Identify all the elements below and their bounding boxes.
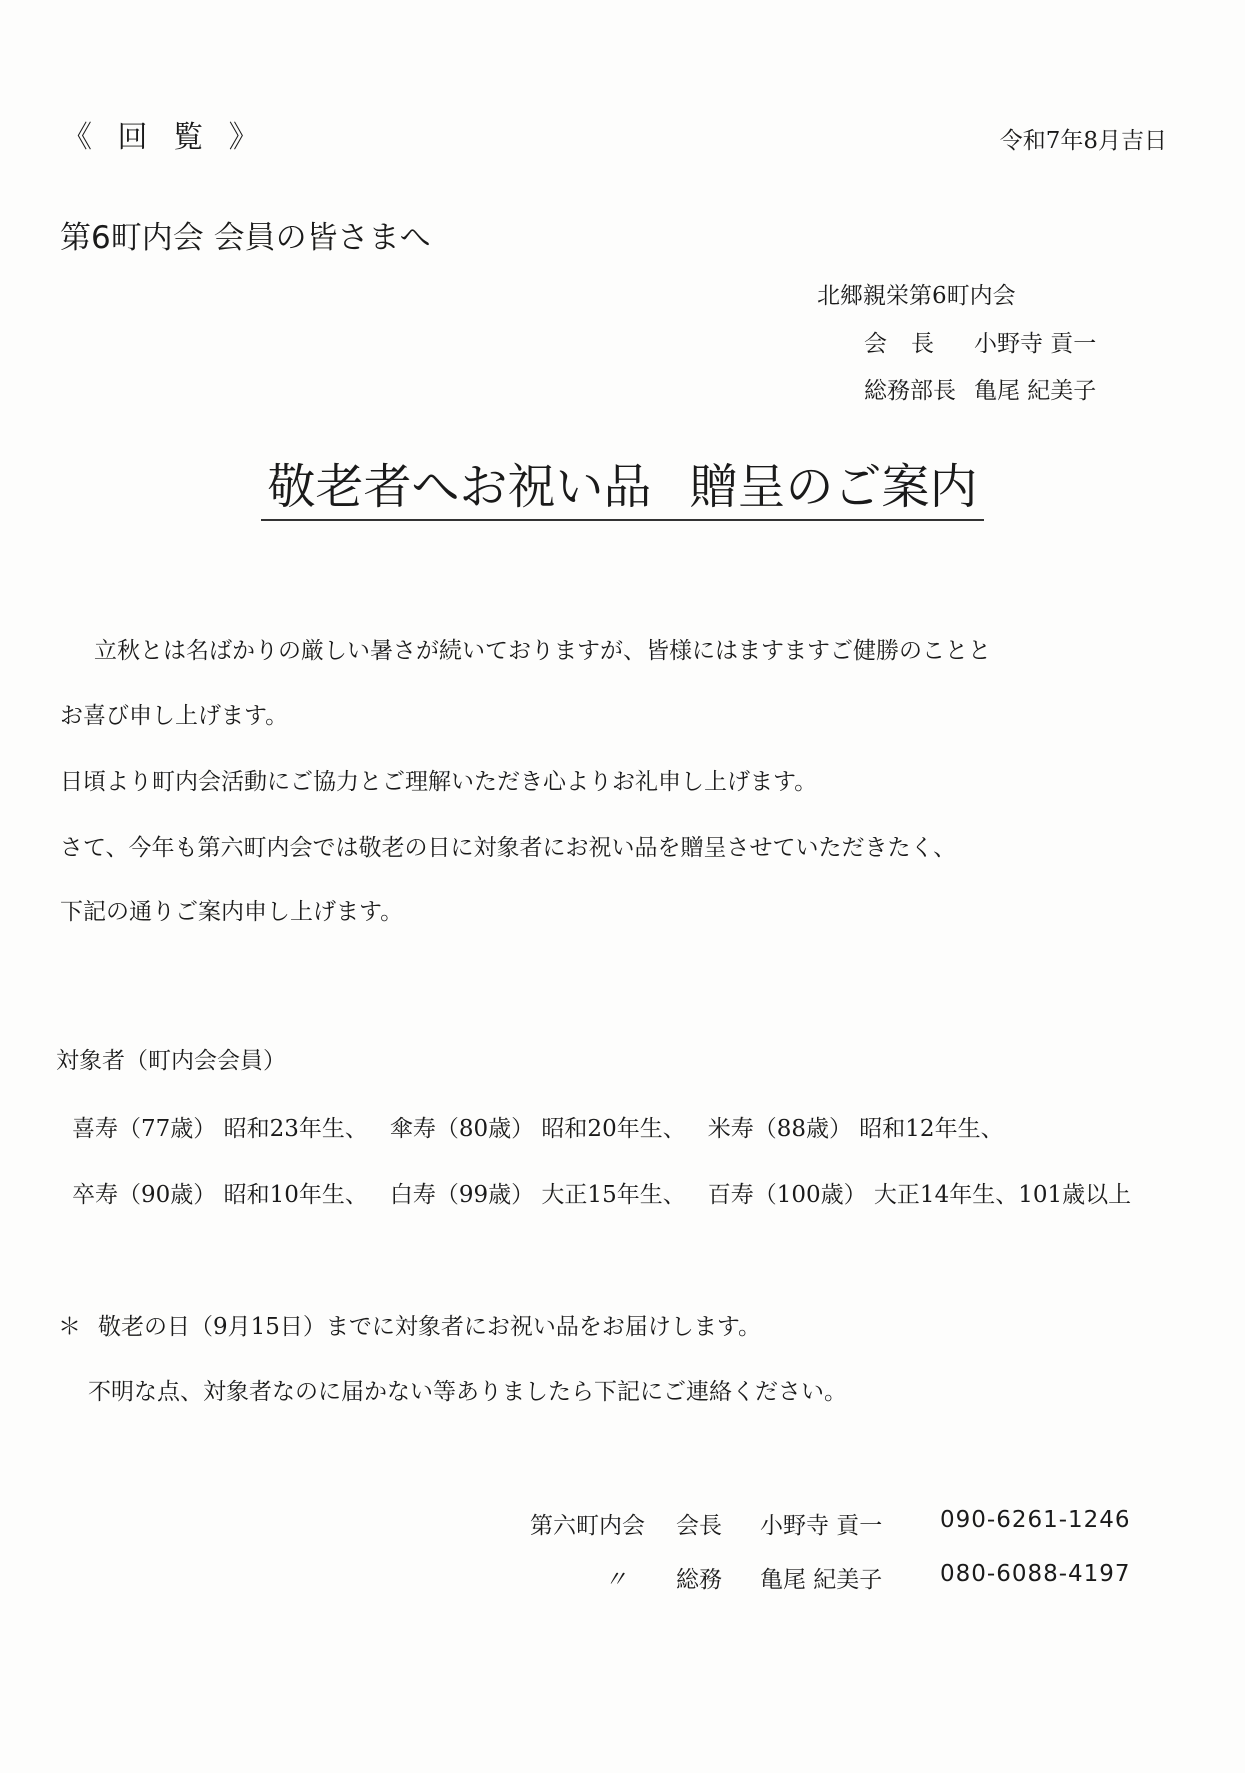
- target-item: 百寿（100歳） 大正14年生、101歳以上: [707, 1182, 1132, 1208]
- targets-heading: 対象者（町内会会員）: [56, 1048, 286, 1074]
- note-delivery-text: 敬老の日（9月15日）までに対象者にお祝い品をお届けします。: [98, 1314, 762, 1340]
- recipient-line: 第6町内会 会員の皆さまへ: [60, 220, 431, 256]
- contact-name: 小野寺 貢一: [760, 1513, 883, 1539]
- signer-name: 亀尾 紀美子: [974, 378, 1097, 404]
- contact-org: 第六町内会: [530, 1513, 645, 1539]
- contact-phone: 080-6088-4197: [940, 1561, 1131, 1587]
- target-item: 傘寿（80歳） 昭和20年生、: [389, 1116, 686, 1142]
- asterisk-mark: ＊: [58, 1314, 81, 1340]
- body-line-1: 立秋とは名ばかりの厳しい暑さが続いておりますが、皆様にはますますご健勝のことと: [94, 638, 991, 664]
- issue-date: 令和7年8月吉日: [999, 128, 1167, 154]
- contact-phone: 090-6261-1246: [940, 1507, 1131, 1533]
- body-line-5: 下記の通りご案内申し上げます。: [60, 899, 404, 925]
- sender-signer-2: [864, 372, 1096, 405]
- signer-name: 小野寺 貢一: [974, 331, 1097, 357]
- body-line-4: さて、今年も第六町内会では敬老の日に対象者にお祝い品を贈呈させていただきたく、: [60, 835, 957, 861]
- contact-name: 亀尾 紀美子: [760, 1567, 883, 1593]
- targets-row-1: [72, 1110, 1026, 1143]
- contact-role: 会長: [676, 1513, 722, 1539]
- body-line-3: 日頃より町内会活動にご協力とご理解いただき心よりお礼申し上げます。: [60, 769, 818, 795]
- title-part-1: 敬老者へお祝い品: [267, 459, 652, 515]
- body-line-2: お喜び申し上げます。: [60, 703, 289, 729]
- signer-role: 総務部長: [864, 378, 956, 404]
- title-underlined: [261, 448, 983, 521]
- contact-org-ditto: 〃: [604, 1567, 627, 1593]
- sender-signer-1: [864, 325, 1096, 358]
- signer-role: 会長: [864, 331, 958, 357]
- target-item: 米寿（88歳） 昭和12年生、: [707, 1116, 1004, 1142]
- contact-role: 総務: [676, 1567, 722, 1593]
- target-item: 卒寿（90歳） 昭和10年生、: [72, 1182, 368, 1208]
- document-title: [0, 448, 1245, 521]
- note-delivery: [58, 1308, 761, 1341]
- sender-org: 北郷親栄第6町内会: [817, 283, 1016, 309]
- note-contact: 不明な点、対象者なのに届かない等ありましたら下記にご連絡ください。: [88, 1379, 847, 1405]
- targets-row-2: [72, 1176, 1153, 1209]
- target-item: 白寿（99歳） 大正15年生、: [389, 1182, 686, 1208]
- target-item: 喜寿（77歳） 昭和23年生、: [72, 1116, 368, 1142]
- circular-label: 《 回 覧 》: [62, 120, 267, 155]
- title-part-2: 贈呈のご案内: [689, 459, 978, 515]
